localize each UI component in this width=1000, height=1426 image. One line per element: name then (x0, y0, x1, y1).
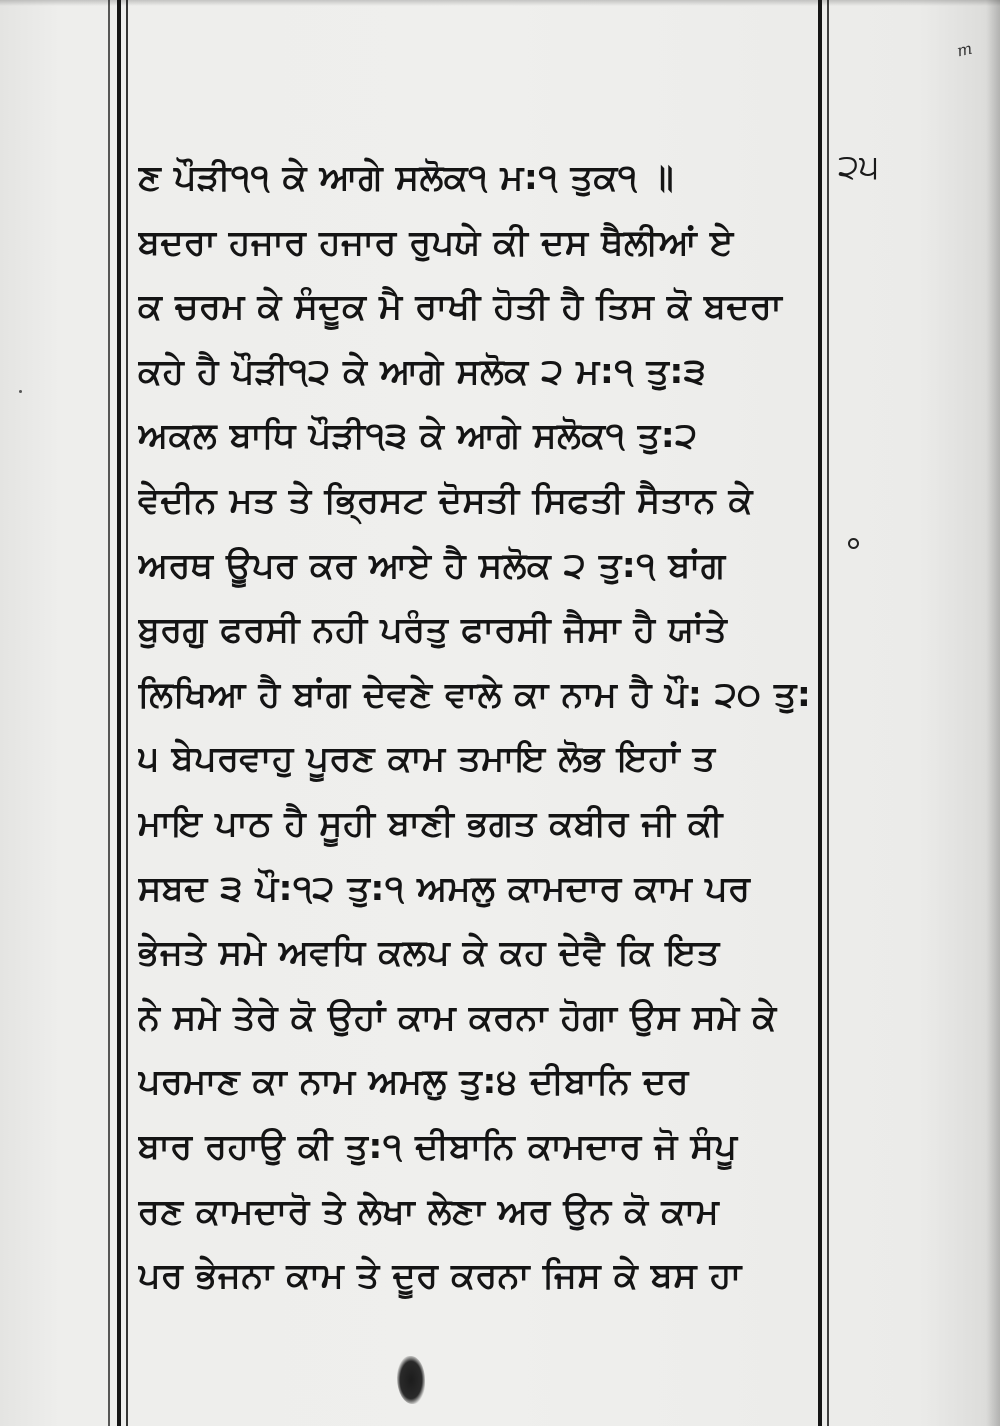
page-top-edge (0, 0, 1000, 6)
text-line: ਬੁਰਗੁ ਫਰਸੀ ਨਹੀ ਪਰੰਤੁ ਫਾਰਸੀ ਜੈਸਾ ਹੈ ਯਾਂਤੇ (138, 610, 728, 651)
text-line: ਕ ਚਰਮ ਕੇ ਸੰਦੂਕ ਮੈ ਰਾਖੀ ਹੋਤੀ ਹੈ ਤਿਸ ਕੋ ਬਦਰਾ (138, 287, 783, 328)
text-line: ਪਰ ਭੇਜਨਾ ਕਾਮ ਤੇ ਦੂਰ ਕਰਨਾ ਜਿਸ ਕੇ ਬਸ ਹਾ (138, 1256, 742, 1297)
margin-circle-mark (848, 538, 859, 549)
text-line: ਮਾਇ ਪਾਠ ਹੈ ਸੂਹੀ ਬਾਣੀ ਭਗਤ ਕਬੀਰ ਜੀ ਕੀ (138, 803, 723, 844)
text-line: ਬਦਰਾ ਹਜਾਰ ਹਜਾਰ ਰੁਪਯੇ ਕੀ ਦਸ ਥੈਲੀਆਂ ਏ (138, 222, 734, 263)
margin-rule-left-thick (117, 0, 121, 1426)
text-line: ਭੇਜਤੇ ਸਮੇ ਅਵਧਿ ਕਲਪ ਕੇ ਕਹ ਦੇਵੈ ਕਿ ਇਤ (138, 933, 720, 974)
text-line: ਕਹੇ ਹੈ ਪੌੜੀ੧੨ ਕੇ ਆਗੇ ਸਲੋਕ ੨ ਮ:੧ ਤੁ:੩ (138, 351, 707, 392)
text-line: ਲਿਖਿਆ ਹੈ ਬਾਂਗ ਦੇਵਣੇ ਵਾਲੇ ਕਾ ਨਾਮ ਹੈ ਪੌ: ੨੦ ਤੁ: (138, 674, 812, 715)
text-line: ਰਣ ਕਾਮਦਾਰੋ ਤੇ ਲੇਖਾ ਲੇਣਾ ਅਰ ਉਨ ਕੋ ਕਾਮ (138, 1191, 720, 1232)
text-line: ਪਰਮਾਣ ਕਾ ਨਾਮ ਅਮਲੁ ਤੁ:੪ ਦੀਬਾਨਿ ਦਰ (138, 1062, 689, 1103)
text-line: ਸਬਦ ੩ ਪੌ:੧੨ ਤੁ:੧ ਅਮਲੁ ਕਾਮਦਾਰ ਕਾਮ ਪਰ (138, 868, 751, 909)
stray-ink-dot (19, 390, 22, 393)
text-line: ਅਰਥ ਊਪਰ ਕਰ ਆਏ ਹੈ ਸਲੋਕ ੨ ਤੁ:੧ ਬਾਂਗ (138, 545, 726, 586)
margin-rule-left-thin (126, 0, 128, 1426)
text-line: ਵੇਦੀਨ ਮਤ ਤੇ ਭ੍ਰਿਸਟ ਦੋਸਤੀ ਸਿਫਤੀ ਸੈਤਾਨ ਕੇ (138, 480, 754, 521)
text-line: ਬਾਰ ਰਹਾਉ ਕੀ ਤੁ:੧ ਦੀਬਾਨਿ ਕਾਮਦਾਰ ਜੋ ਸੰਪੂ (138, 1126, 738, 1167)
margin-rule-right-thick (818, 0, 822, 1426)
text-line: ਣ ਪੌੜੀ੧੧ ਕੇ ਆਗੇ ਸਲੋਕ੧ ਮ:੧ ਤੁਕ੧ ॥ (138, 158, 675, 198)
text-line: ੫ ਬੇਪਰਵਾਹੁ ਪੂਰਣ ਕਾਮ ਤਮਾਇ ਲੋਭ ਇਹਾਂ ਤ (138, 739, 716, 780)
page-right-edge-shadow (986, 0, 1000, 1426)
folio-corner-mark: m (955, 38, 974, 61)
text-line: ਅਕਲ ਬਾਧਿ ਪੌੜੀ੧੩ ਕੇ ਆਗੇ ਸਲੋਕ੧ ਤੁ:੨ (138, 416, 698, 457)
text-line: ਨੇ ਸਮੇ ਤੇਰੇ ਕੋ ਉਹਾਂ ਕਾਮ ਕਰਨਾ ਹੋਗਾ ਉਸ ਸਮੇ ਕੇ (138, 997, 777, 1038)
page-number: ੨੫ (838, 147, 880, 187)
ink-blot (397, 1356, 425, 1404)
manuscript-text-block (138, 146, 816, 1309)
margin-rule-outer-left (108, 0, 110, 1426)
margin-rule-right-thin (827, 0, 829, 1426)
